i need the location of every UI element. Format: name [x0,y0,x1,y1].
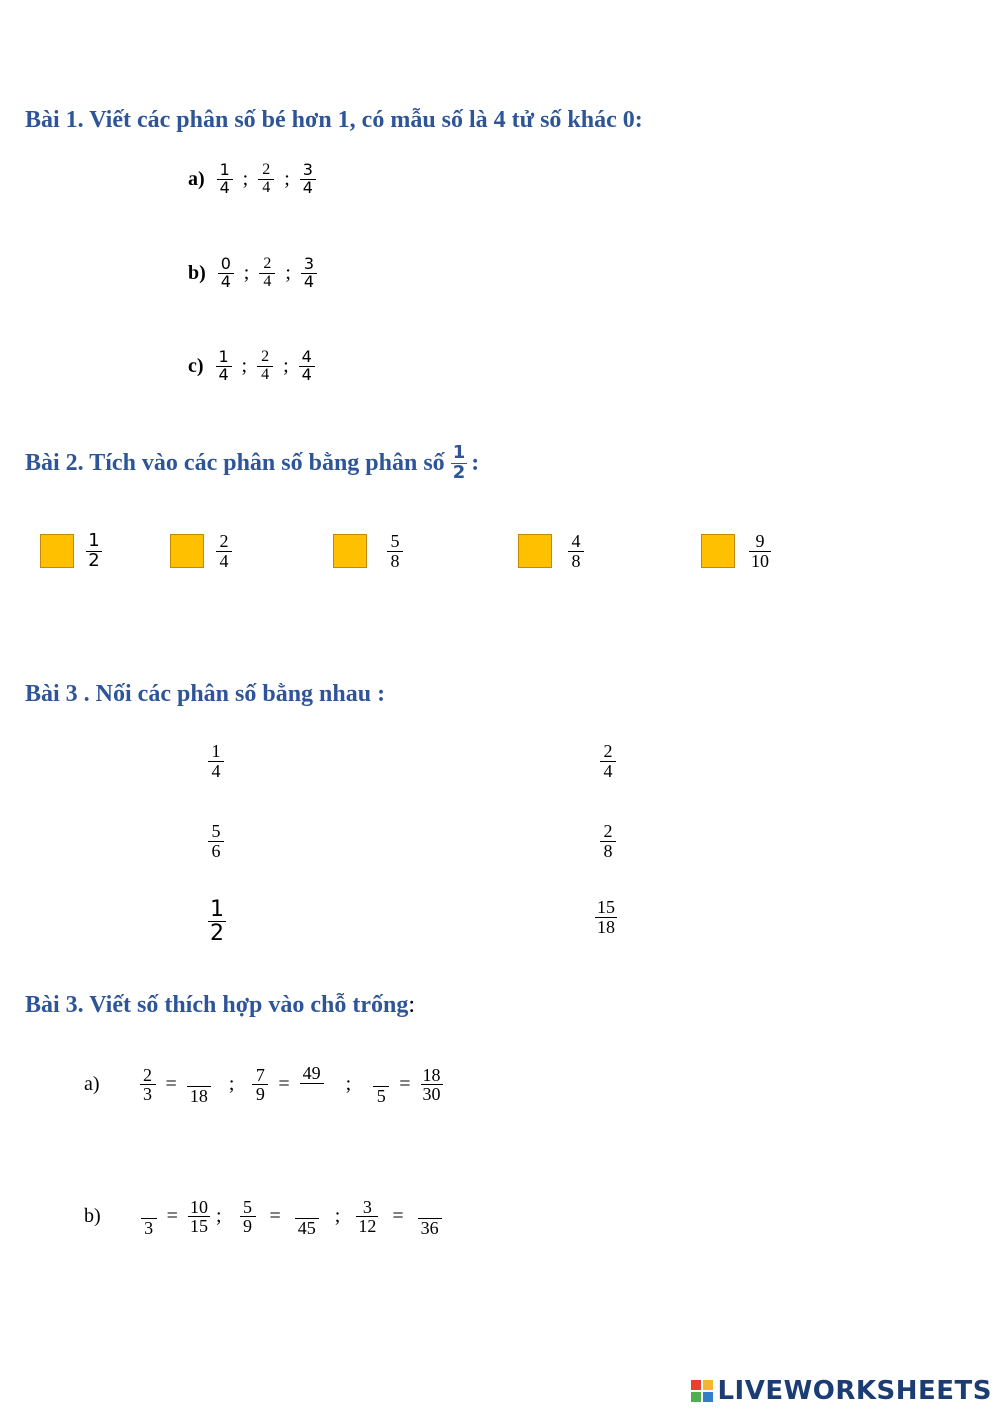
liveworksheets-logo [691,1376,992,1406]
separator: ; [284,167,290,190]
blank-numerator[interactable] [373,1064,389,1086]
title-text: Bài 2. Tích vào các phân số bằng phân số [25,450,445,477]
logo-blocks-icon [691,1380,713,1402]
checkbox[interactable] [333,534,367,568]
match-right-3[interactable] [595,898,617,937]
option-label: a) [188,167,205,190]
separator: ; [215,1205,222,1228]
separator: ; [285,261,291,284]
separator: ; [241,354,248,377]
match-left-2[interactable] [208,822,224,861]
fraction-with-blank: 18 [187,1064,211,1106]
row-label: b) [84,1205,101,1228]
equals-sign: = [269,1205,281,1228]
exercise-2-title [25,444,479,483]
fraction: $\frac{2}{4}$ [257,349,273,384]
separator: ; [242,167,249,190]
exercise-3-match-title: Bài 3 . Nối các phân số bằng nhau : [25,681,386,707]
exercise-3-fill-title [25,993,415,1017]
equals-sign: = [165,1073,177,1096]
fraction-with-blank: 5 [373,1064,389,1106]
fraction: $\frac{2}{4}$ [258,162,274,197]
fraction-with-blank: 3 [141,1196,157,1238]
fraction: $\frac{1}{4}$ [216,349,232,384]
match-right-2[interactable] [600,822,616,861]
option-label: c) [188,354,204,377]
title-fraction: $\frac{1}{2}$ [452,442,466,483]
fraction: $\frac{2}{3}$ [140,1066,156,1105]
title-suffix: : [471,450,480,477]
separator: ; [228,1073,235,1096]
checkbox[interactable] [170,534,204,568]
match-left-3[interactable] [208,898,226,945]
fraction: $\frac{2}{4}$ [259,256,275,291]
equals-sign: = [399,1073,411,1096]
fraction: $\frac{5}{6}$ [208,822,224,861]
exercise-1-option-c[interactable] [188,349,315,384]
equals-sign: = [278,1073,290,1096]
fraction: $\frac{4}{8}$ [568,532,584,571]
exercise-1-title: Bài 1. Viết các phân số bé hơn 1, có mẫu số là 4 tử số khác 0: [25,107,643,133]
fraction: $\frac{1}{2}$ [210,897,224,947]
separator: ; [334,1205,341,1228]
fraction: $\frac{2}{8}$ [600,822,616,861]
choice-5 [701,532,771,571]
fraction-with-blank: 45 [295,1196,319,1238]
fraction: $\frac{2}{4}$ [600,742,616,781]
checkbox[interactable] [518,534,552,568]
fraction: $\frac{0}{4}$ [218,256,234,291]
fraction: $\frac{9}{10}$ [751,531,769,571]
exercise-1-option-a[interactable] [188,162,316,197]
match-left-1[interactable] [208,742,224,781]
fraction-with-blank: 49 [300,1064,324,1106]
row-label: a) [84,1073,100,1096]
title-text: Bài 3. Viết số thích hợp vào chỗ trống [25,992,409,1018]
fraction: $\frac{10}{15}$ [189,1196,208,1237]
exercise-1-option-b[interactable] [188,256,317,291]
blank-denominator[interactable] [300,1084,324,1106]
fraction: $\frac{4}{4}$ [299,349,315,384]
fraction: $\frac{2}{4}$ [216,532,232,571]
fraction: $\frac{3}{4}$ [300,162,316,197]
fraction: $\frac{15}{18}$ [597,897,615,937]
choice-1 [40,532,102,571]
separator: ; [345,1073,352,1096]
fraction: $\frac{1}{4}$ [208,742,224,781]
blank-numerator[interactable] [418,1196,442,1218]
fraction: $\frac{1}{4}$ [217,162,233,197]
checkbox[interactable] [40,534,74,568]
fraction-with-blank: 36 [418,1196,442,1238]
fraction: $\frac{5}{9}$ [240,1198,256,1237]
fraction: $\frac{1}{2}$ [86,532,102,571]
title-tail: : [408,992,415,1018]
choice-4 [518,532,584,571]
checkbox[interactable] [701,534,735,568]
choice-3 [333,532,403,571]
logo-text: LIVEWORKSHEETS [717,1376,992,1406]
equals-sign: = [166,1205,178,1228]
blank-numerator[interactable] [141,1196,157,1218]
separator: ; [243,261,250,284]
fraction: $\frac{3}{12}$ [358,1196,377,1237]
blank-numerator[interactable] [295,1196,319,1218]
equals-sign: = [392,1205,404,1228]
fraction: $\frac{7}{9}$ [252,1066,268,1105]
fill-row-a [84,1064,443,1106]
separator: ; [283,354,289,377]
fraction: $\frac{3}{4}$ [301,256,317,291]
fraction: $\frac{5}{8}$ [387,532,403,571]
fraction: $\frac{18}{30}$ [422,1064,441,1105]
option-label: b) [188,261,206,284]
fill-row-b [84,1196,442,1238]
match-right-1[interactable] [600,742,616,781]
blank-numerator[interactable] [187,1064,211,1086]
choice-2 [170,532,232,571]
